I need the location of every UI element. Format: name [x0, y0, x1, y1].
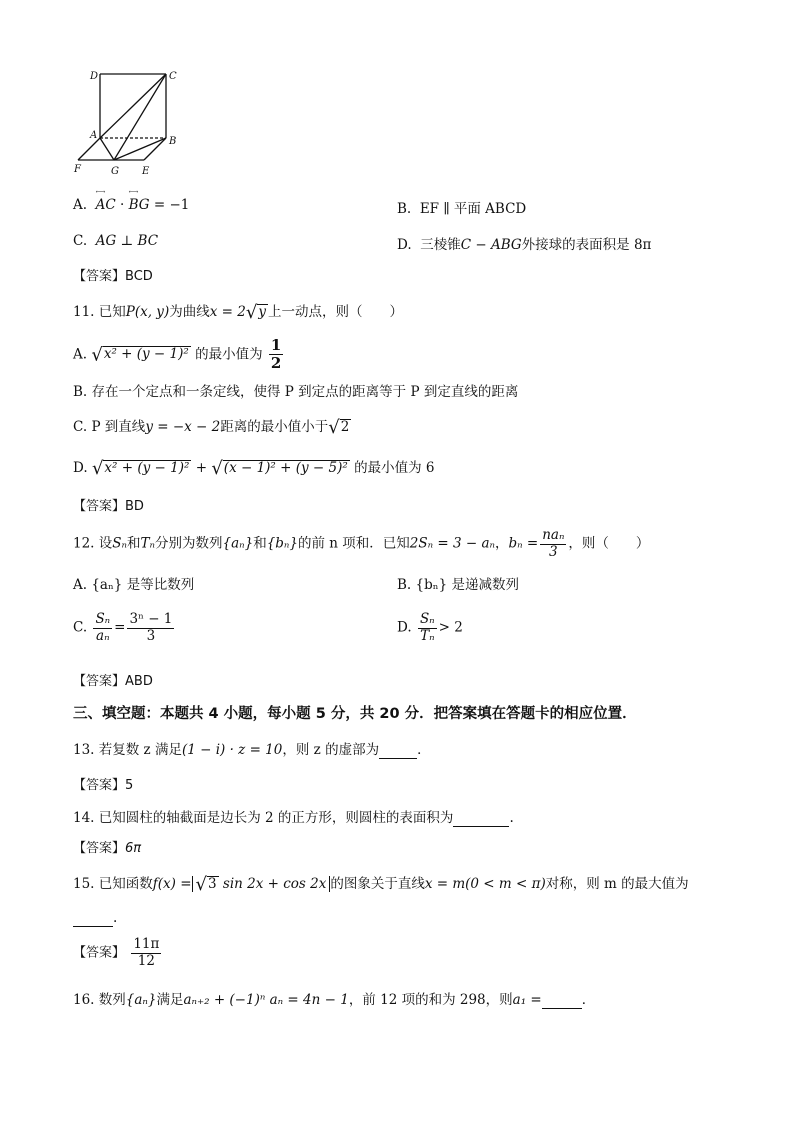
q10-option-b: B. EF ∥ 平面 ABCD	[397, 201, 527, 217]
q13-stem: 13. 若复数 z 满足(1 − i) · z = 10，则 z 的虚部为 ．	[73, 742, 431, 758]
q11-option-b: B. 存在一个定点和一条定线，使得 P 到定点的距离等于 P 到定直线的距离	[73, 384, 519, 400]
vertex-label-B: B	[169, 136, 177, 147]
q15-blank-line: .	[73, 910, 117, 927]
vertex-label-A: A	[90, 130, 98, 141]
answer-tag: 【答案】	[73, 841, 126, 856]
answer-tag: 【答案】	[73, 269, 126, 284]
answer-tag: 【答案】	[73, 674, 126, 689]
answer-tag: 【答案】	[73, 945, 126, 961]
edge-AF	[78, 138, 100, 160]
vertex-label-G: G	[111, 166, 119, 177]
q11-option-a: A. √x² + (y − 1)² 的最小值为 $\frac{1}{2}$	[73, 336, 282, 373]
q10-option-c: C. AG ⊥ BC	[73, 233, 159, 249]
vertex-label-D: D	[90, 71, 99, 82]
prism-figure	[70, 64, 200, 179]
answer-tag: 【答案】	[73, 778, 126, 793]
vertex-label-C: C	[169, 71, 177, 82]
q12-answer: 【答案】ABD	[73, 674, 153, 689]
q14-answer: 【答案】6π	[73, 841, 142, 856]
q11-option-d: D. √x² + (y − 1)² + √(x − 1)² + (y − 5)² 的最小值为 6	[73, 458, 435, 479]
q15-stem: 15. 已知函数f(x) = √3 sin 2x + cos 2x 的图象关于直线x = m(0 < m < π)对称，则 m 的最大值为	[73, 874, 689, 895]
edge-AG	[100, 138, 114, 160]
answer-blank[interactable]	[379, 742, 417, 759]
q12-stem: 12. 设Sₙ和Tₙ分别为数列{aₙ}和{bₙ}的前 n 项和．已知2Sₙ = 3 − aₙ，bₙ = $\frac{\text{naₙ}}{3}$ ，则（ ）	[73, 527, 650, 560]
q15-answer: 【答案】 $\frac{11\pi}{12}$	[73, 936, 160, 969]
q11-answer: 【答案】BD	[73, 499, 144, 514]
section-heading: 三、填空题：本题共 4 小题，每小题 5 分，共 20 分．把答案填在答题卡的相应位置．	[73, 706, 637, 722]
edge-EB	[144, 138, 166, 160]
q10-answer: 【答案】BCD	[73, 269, 153, 284]
edge-GB	[114, 138, 166, 160]
q12-option-c: C. $\frac{\text{Sₙ}}{\text{aₙ}}$ = $\frac{\text{3ⁿ − 1}}{3}$	[73, 611, 173, 644]
q11-option-c: C. P 到直线y = −x − 2距离的最小值小于√2	[73, 417, 350, 438]
q12-option-a: A. {aₙ} 是等比数列	[73, 577, 195, 593]
q13-answer: 【答案】5	[73, 778, 134, 793]
answer-blank[interactable]	[73, 910, 113, 927]
q10-option-a: A. ←→ AC · ←→ BG = −1	[73, 197, 189, 213]
vertex-label-E: E	[142, 166, 150, 177]
answer-blank[interactable]	[453, 810, 509, 827]
q11-stem: 11. 已知P(x, y)为曲线x = 2√y 上一动点，则（ ）	[73, 302, 403, 323]
q16-stem: 16. 数列{aₙ}满足aₙ₊₂ + (−1)ⁿ aₙ = 4n − 1，前 12 项的和为 298，则a₁ = ．	[73, 992, 596, 1008]
q14-stem: 14. 已知圆柱的轴截面是边长为 2 的正方形，则圆柱的表面积为 .	[73, 810, 514, 826]
answer-blank[interactable]	[542, 992, 582, 1009]
q10-option-d: D. 三棱锥C − ABG外接球的表面积是 8π	[397, 237, 652, 253]
q12-option-b: B. {bₙ} 是递减数列	[397, 577, 519, 593]
vertex-label-F: F	[74, 164, 81, 175]
answer-tag: 【答案】	[73, 499, 126, 514]
q12-option-d: D. $\frac{\text{Sₙ}}{\text{Tₙ}}$ > 2	[397, 611, 463, 644]
